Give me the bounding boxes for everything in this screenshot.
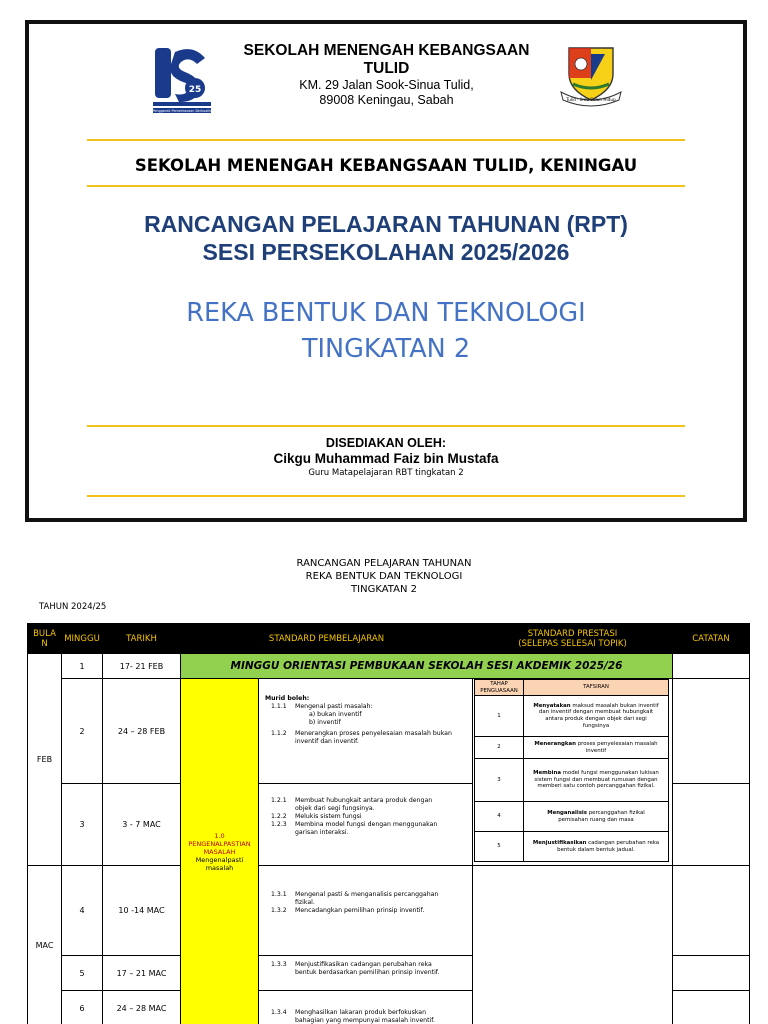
prestasi-3-keyword: Membina	[533, 770, 561, 777]
rpt-title: RANCANGAN PELAJARAN TAHUNAN (RPT)	[144, 211, 628, 237]
prestasi-column-lower	[472, 865, 673, 1024]
plan-heading-line-3: TINGKATAN 2	[351, 584, 417, 595]
sp-week-2	[258, 678, 473, 784]
week-5-minggu: 5	[61, 955, 103, 991]
week-5-tarikh: 17 – 21 MAC	[102, 955, 181, 991]
sp-1-3-1	[271, 891, 438, 898]
header-tarikh: TARIKH	[102, 623, 181, 654]
header-standard-prestasi-line-2: (SELEPAS SELESAI TOPIK)	[518, 638, 627, 649]
plan-heading	[0, 557, 768, 596]
week-6-minggu: 6	[61, 990, 103, 1024]
catatan-week-4	[672, 865, 750, 956]
sp-1-3-2-number: 1.3.2	[271, 907, 287, 914]
topic-title-line-1: PENGENALPASTIAN	[188, 840, 251, 848]
plan-heading-line-1: RANCANGAN PELAJARAN TAHUNAN	[296, 558, 472, 569]
week-4-minggu: 4	[61, 865, 103, 956]
subject-level: TINGKATAN 2	[301, 334, 471, 364]
sp-1-3-3-text: Menjustifikasikan cadangan perubahan reka	[295, 961, 432, 968]
month-mac: MAC	[27, 865, 62, 1024]
prepared-by-block	[29, 436, 743, 479]
prestasi-5-text-2: bentuk dalam bentuk jadual.	[557, 846, 635, 853]
rpt-title-block	[29, 210, 743, 266]
topic-sub-line-2: masalah	[205, 864, 234, 872]
prepared-by-role: Guru Matapelajaran RBT tingkatan 2	[308, 468, 464, 478]
prestasi-2-text-2: inventif	[585, 747, 607, 754]
prepared-by-name: Cikgu Muhammad Faiz bin Mustafa	[273, 451, 499, 466]
week-4-tarikh: 10 -14 MAC	[102, 865, 181, 956]
week-1-catatan	[672, 653, 750, 679]
header-standard-prestasi-line-1: STANDARD PRESTASI	[527, 628, 618, 639]
rpt-table	[27, 623, 750, 1024]
school-crest-logo	[559, 42, 623, 110]
prestasi-column-upper	[472, 678, 673, 866]
sp-1-2-3-number: 1.2.3	[271, 821, 287, 828]
month-feb: FEB	[27, 653, 62, 866]
prestasi-4-text-2: pemisahan ruang dan masa	[558, 816, 634, 823]
school-header	[224, 42, 549, 108]
sp-1-2-2-number: 1.2.2	[271, 813, 287, 820]
sp-1-3-4-cont: bahagian yang mempunyai masalah inventif.	[295, 1017, 435, 1024]
topic-sub-line-1: Mengenalpasti	[195, 856, 244, 864]
sp-1-3-2-text: Mencadangkan pemilihan prinsip inventif.	[295, 907, 425, 914]
prestasi-5-keyword: Menjustifikasikan	[532, 839, 587, 846]
topic-cell	[180, 678, 259, 1024]
prestasi-1-keyword: Menyatakan	[533, 702, 571, 709]
school-name: SEKOLAH MENENGAH KEBANGSAAN TULID	[243, 42, 530, 77]
school-address-line-2: 89008 Keningau, Sabah	[319, 93, 454, 107]
sp-1-1-2-text: Menerangkan proses penyelesaian masalah bukan	[295, 730, 452, 737]
catatan-week-3	[672, 783, 750, 866]
prestasi-tahap-5: 5	[474, 831, 524, 862]
prestasi-tahap-2: 2	[474, 736, 524, 759]
sp-1-1-2	[271, 730, 452, 737]
week-3-tarikh: 3 - 7 MAC	[102, 783, 181, 866]
sp-week-4	[258, 865, 473, 956]
week-2-tarikh: 24 – 28 FEB	[102, 678, 181, 784]
plan-year: TAHUN 2024/25	[39, 602, 107, 612]
plan-heading-line-2: REKA BENTUK DAN TEKNOLOGI	[305, 571, 463, 582]
topic-title-line-2: MASALAH	[203, 848, 236, 856]
sp-1-1-2-cont: inventif dan inventif.	[295, 738, 359, 745]
sp-1-3-2	[271, 907, 424, 914]
prestasi-2-keyword: Menerangkan	[534, 740, 576, 747]
school-address-line-1: KM. 29 Jalan Sook-Sinua Tulid,	[299, 78, 474, 92]
anniversary-emblem-icon	[151, 42, 213, 114]
prestasi-tahap-3: 3	[474, 758, 524, 802]
sp-1-2-3	[271, 821, 437, 828]
sp-1-2-2	[271, 813, 362, 820]
sp-1-1-1	[271, 703, 373, 710]
sp-1-3-4-number: 1.3.4	[271, 1009, 287, 1016]
school-full-name: SEKOLAH MENENGAH KEBANGSAAN TULID, KENINGAU	[134, 156, 638, 175]
prestasi-tahap-1: 1	[474, 695, 524, 737]
week-1-minggu: 1	[61, 653, 103, 679]
header-bulan	[27, 623, 62, 654]
topic-number: 1.0	[214, 832, 225, 840]
orientation-banner: MINGGU ORIENTASI PEMBUKAAN SEKOLAH SESI AKDEMIK 2025/26	[180, 653, 673, 679]
header-catatan: CATATAN	[672, 623, 750, 654]
header-standard-prestasi	[472, 623, 673, 654]
prepared-by-label: DISEDIAKAN OLEH:	[325, 436, 447, 450]
sp-week-6	[258, 990, 473, 1024]
sp-1-3-1-text: Mengenal pasti & menganalisis percanggahan	[295, 891, 439, 898]
subject-block	[29, 296, 743, 366]
week-1-tarikh: 17- 21 FEB	[102, 653, 181, 679]
sp-1-3-1-cont: fizikal.	[295, 899, 315, 906]
prestasi-tahap-4: 4	[474, 801, 524, 832]
prestasi-header-tahap-line-1: TAHAP	[490, 680, 508, 687]
header-standard-pembelajaran: STANDARD PEMBELAJARAN	[180, 623, 473, 654]
school-anniversary-logo	[151, 42, 213, 114]
prestasi-1-text-2: dan inventif dengan membuat hubungkait	[538, 709, 654, 716]
sp-1-2-1-number: 1.2.1	[271, 797, 287, 804]
prestasi-1-text-4: fungsinya	[582, 722, 610, 729]
divider-line-4	[87, 495, 685, 497]
header-bulan-line-1: BULA	[33, 628, 56, 639]
sp-1-1-1-b: b) inventif	[309, 719, 341, 726]
sp-1-1-1-text: Mengenal pasti masalah:	[295, 703, 373, 710]
sp-1-1-2-number: 1.1.2	[271, 730, 287, 737]
catatan-week-5	[672, 955, 750, 991]
sp-1-2-3-text: Membina model fungsi dengan menggunakan	[295, 821, 438, 828]
sp-1-3-3	[271, 961, 432, 968]
sp-1-3-4-text: Menghasilkan lakaran produk berfokuskan	[295, 1009, 427, 1016]
sp-week-5	[258, 955, 473, 991]
sp-1-2-3-cont: garisan interaksi.	[295, 829, 349, 836]
school-crest-icon	[559, 42, 623, 110]
sp-1-2-1	[271, 797, 432, 804]
divider-line-1	[87, 139, 685, 141]
sp-1-2-2-text: Melukis sistem fungsi	[295, 813, 362, 820]
svg-text:25: 25	[188, 85, 202, 95]
cover-page	[25, 20, 747, 522]
prestasi-3-text-1: model fungsi menggunakan lukisan	[560, 770, 659, 777]
prestasi-header-tahap-line-2: PENGUASAAN	[480, 687, 518, 694]
sp-1-1-1-number: 1.1.1	[271, 703, 287, 710]
sp-1-3-4	[271, 1009, 426, 1016]
week-3-minggu: 3	[61, 783, 103, 866]
prestasi-header-tafsiran: TAFSIRAN	[523, 679, 669, 696]
sp-1-3-3-cont: bentuk berdasarkan pemilihan prinsip inventif.	[295, 969, 440, 976]
sp-1-2-1-text: Membuat hubungkait antara produk dengan	[295, 797, 433, 804]
sp-1-3-3-number: 1.3.3	[271, 961, 287, 968]
sp-intro: Murid boleh:	[265, 695, 310, 702]
prestasi-1-text-3: antara produk dengan objek dari segi	[545, 716, 647, 722]
week-6-tarikh: 24 – 28 MAC	[102, 990, 181, 1024]
divider-line-3	[87, 425, 685, 427]
sp-1-3-1-number: 1.3.1	[271, 891, 287, 898]
sp-1-2-1-cont: objek dari segi fungsinya.	[295, 805, 375, 812]
divider-line-2	[87, 185, 685, 187]
catatan-week-6	[672, 990, 750, 1024]
catatan-week-2	[672, 678, 750, 784]
prestasi-1-text-1: maksud masalah bukan inventif	[570, 702, 659, 709]
svg-text:Penggerak Pemerkasaan Berkuali: Penggerak Pemerkasaan Berkualiti	[152, 109, 212, 113]
header-minggu: MINGGU	[61, 623, 103, 654]
week-2-minggu: 2	[61, 678, 103, 784]
prestasi-4-keyword: Menganalisis	[547, 809, 587, 816]
sp-week-3	[258, 783, 473, 866]
svg-text:Tulid · Ilmu Suluh Hidup: Tulid · Ilmu Suluh Hidup	[566, 97, 616, 102]
prestasi-4-text-1: percanggahan fizikal	[587, 809, 645, 816]
sp-1-1-1-a: a) bukan inventif	[309, 711, 362, 718]
prestasi-2-text-1: proses penyelesaian masalah	[575, 740, 658, 747]
prestasi-3-text-3: memberi satu contoh percanggahan fizikal.	[537, 783, 655, 790]
subject-name: REKA BENTUK DAN TEKNOLOGI	[186, 298, 586, 328]
header-bulan-line-2: N	[41, 638, 48, 649]
prestasi-3-text-2: sistem fungsi dan membuat rumusan dengan	[534, 776, 658, 783]
prestasi-5-text-1: cadangan perubahan reka	[586, 839, 660, 846]
session-title: SESI PERSEKOLAHAN 2025/2026	[202, 239, 570, 265]
